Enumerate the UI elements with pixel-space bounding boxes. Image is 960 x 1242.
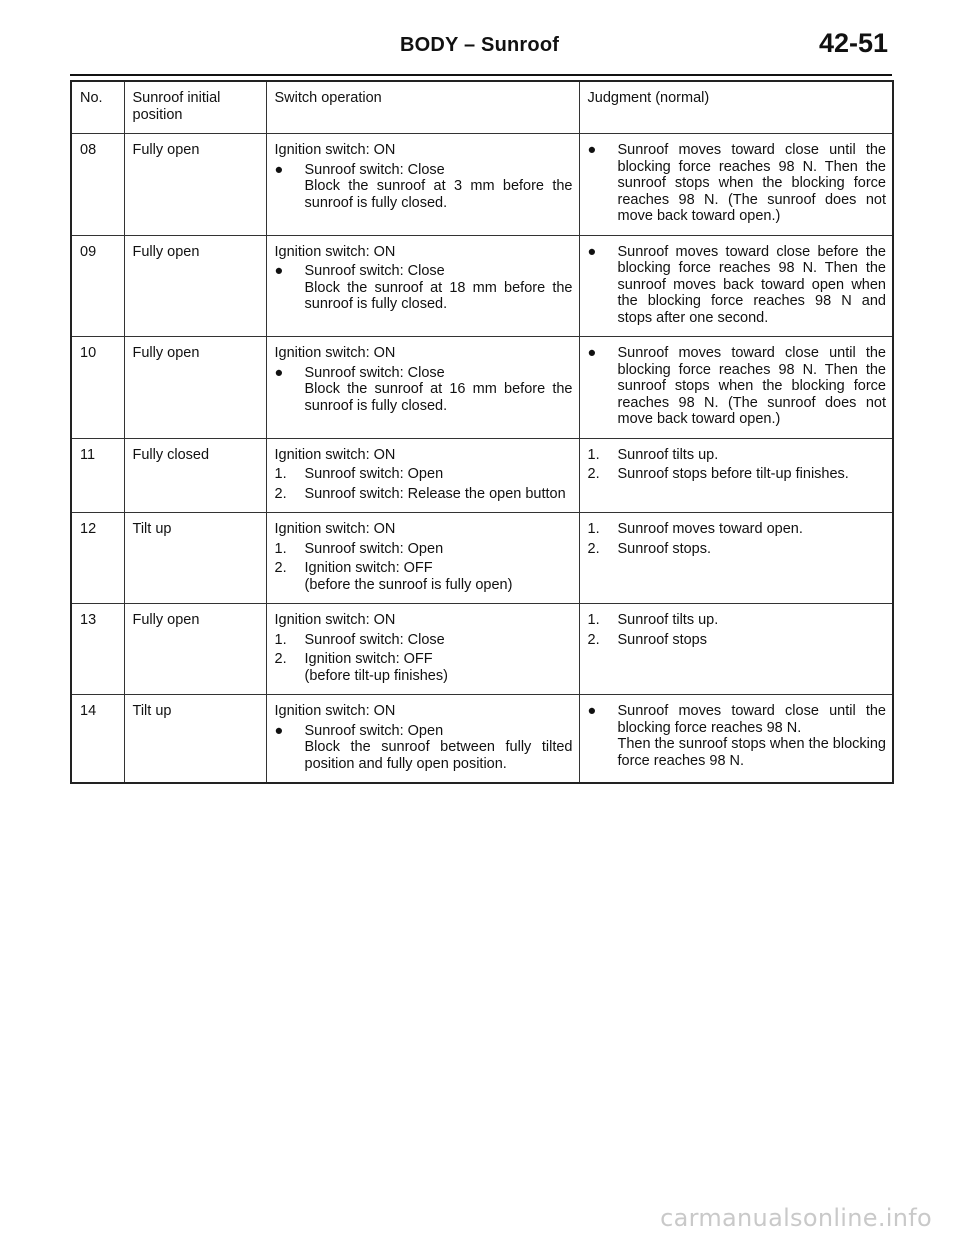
list-text — [618, 142, 887, 225]
list-text — [618, 244, 887, 327]
operation-steps — [275, 162, 573, 212]
list-marker: ● — [274, 263, 284, 279]
list-text-line: Sunroof stops before tilt-up finishes. — [617, 466, 849, 482]
table-row — [71, 438, 893, 513]
table-body — [71, 134, 893, 784]
list-text — [618, 466, 887, 483]
header-initial-position: Sunroof initial position — [124, 81, 266, 134]
list-marker: 1. — [274, 631, 287, 648]
cell-switch-operation — [266, 438, 579, 513]
list-marker: ● — [587, 243, 597, 260]
list-marker: 1. — [587, 446, 600, 463]
list-marker: 2. — [274, 651, 287, 667]
list-text — [305, 541, 573, 558]
cell-judgment — [579, 695, 893, 784]
list-marker: ● — [587, 142, 597, 158]
cell-no: 12 — [71, 513, 124, 604]
table-row — [71, 695, 893, 784]
list-item — [588, 632, 887, 649]
list-text — [618, 632, 887, 649]
list-text — [305, 466, 573, 483]
table-row — [71, 134, 893, 236]
list-text-line: Sunroof moves toward close until the blocking force reaches 98 N. Then the sunroof stops when the blocking force reaches 98 N. (The sunroof does not move back toward open.) — [617, 345, 886, 427]
cell-judgment — [579, 438, 893, 513]
list-text-line: (before tilt-up finishes) — [304, 667, 448, 684]
operation-steps — [275, 541, 573, 594]
operation-steps — [275, 365, 573, 415]
operation-steps — [275, 263, 573, 313]
table-row — [71, 604, 893, 695]
list-text-line: Sunroof moves toward close before the blocking force reaches 98 N. Then the sunroof moves back toward open when the blocking force reaches 98 N and stops after one second. — [617, 243, 886, 326]
header-switch-operation: Switch operation — [266, 81, 579, 134]
list-item — [275, 541, 573, 558]
list-marker: ● — [274, 722, 284, 739]
cell-initial-position: Fully open — [124, 604, 266, 695]
list-text — [618, 345, 887, 428]
list-item — [275, 723, 573, 773]
list-marker: 1. — [274, 540, 287, 557]
list-text-line: Block the sunroof at 18 mm before the sunroof is fully closed. — [304, 279, 573, 312]
list-item — [275, 263, 573, 313]
cell-judgment — [579, 134, 893, 236]
list-item — [275, 632, 573, 649]
cell-judgment — [579, 604, 893, 695]
list-text-line: Then the sunroof stops when the blocking force reaches 98 N. — [617, 736, 886, 769]
list-text — [305, 651, 573, 684]
list-text-line: Ignition switch: OFF — [304, 560, 433, 576]
list-marker: 2. — [274, 485, 287, 502]
list-marker: 2. — [274, 560, 287, 576]
list-item — [588, 142, 887, 225]
operation-heading: Ignition switch: ON — [274, 345, 396, 361]
watermark: carmanualsonline.info — [660, 1204, 932, 1232]
list-text-line: Sunroof tilts up. — [617, 446, 719, 463]
list-text — [305, 723, 573, 773]
cell-switch-operation — [266, 134, 579, 236]
cell-no: 11 — [71, 438, 124, 513]
list-text-line: Ignition switch: OFF — [304, 651, 433, 667]
operation-heading: Ignition switch: ON — [274, 446, 396, 463]
list-marker: 2. — [587, 466, 600, 482]
list-item — [275, 365, 573, 415]
list-item — [588, 612, 887, 629]
cell-switch-operation — [266, 513, 579, 604]
operation-heading: Ignition switch: ON — [274, 612, 396, 628]
header-rule — [70, 74, 892, 76]
sunroof-check-table — [70, 80, 894, 784]
list-text-line: Sunroof stops. — [617, 540, 711, 557]
list-text-line: (before the sunroof is fully open) — [304, 576, 513, 593]
list-text-line: Sunroof moves toward close until the blocking force reaches 98 N. — [617, 703, 886, 736]
page-header — [70, 28, 892, 76]
operation-heading: Ignition switch: ON — [274, 142, 396, 158]
list-item — [588, 466, 887, 483]
list-text-line: Sunroof switch: Open — [304, 540, 444, 557]
list-item — [588, 521, 887, 538]
list-text-line: Sunroof switch: Open — [304, 722, 444, 739]
cell-no: 14 — [71, 695, 124, 784]
page-number: 42-51 — [818, 28, 888, 58]
list-text — [618, 703, 887, 769]
header-judgment: Judgment (normal) — [579, 81, 893, 134]
list-text — [305, 365, 573, 415]
cell-judgment — [579, 513, 893, 604]
list-marker: 2. — [587, 540, 600, 557]
cell-initial-position: Tilt up — [124, 513, 266, 604]
list-text — [618, 541, 887, 558]
list-text — [618, 447, 887, 464]
table-row — [71, 337, 893, 439]
list-text-line: Sunroof switch: Close — [304, 161, 445, 178]
list-text — [305, 560, 573, 593]
operation-steps — [275, 632, 573, 685]
list-text-line: Sunroof tilts up. — [617, 612, 719, 628]
cell-switch-operation — [266, 337, 579, 439]
list-item — [275, 486, 573, 503]
header-no: No. — [71, 81, 124, 134]
list-text-line: Sunroof switch: Close — [304, 631, 445, 648]
table-row — [71, 513, 893, 604]
list-text — [618, 612, 887, 629]
cell-switch-operation — [266, 235, 579, 337]
list-text-line: Sunroof switch: Open — [304, 466, 444, 482]
list-text-line: Block the sunroof at 3 mm before the sunroof is fully closed. — [304, 178, 573, 211]
list-text-line: Sunroof moves toward close until the blocking force reaches 98 N. Then the sunroof stops when the blocking force reaches 98 N. (The sunroof does not move back toward open.) — [617, 142, 886, 224]
list-text — [305, 263, 573, 313]
list-item — [588, 703, 887, 769]
table-header-row — [71, 81, 893, 134]
operation-steps — [275, 466, 573, 502]
list-text-line: Sunroof moves toward open. — [617, 521, 803, 537]
list-marker: 2. — [587, 631, 600, 648]
cell-initial-position: Fully open — [124, 235, 266, 337]
cell-initial-position: Tilt up — [124, 695, 266, 784]
cell-initial-position: Fully open — [124, 337, 266, 439]
cell-initial-position: Fully closed — [124, 438, 266, 513]
list-marker: ● — [587, 345, 597, 361]
list-marker: ● — [274, 364, 284, 381]
list-text — [305, 162, 573, 212]
list-item — [275, 651, 573, 684]
cell-switch-operation — [266, 604, 579, 695]
list-marker: ● — [274, 161, 284, 178]
operation-heading: Ignition switch: ON — [274, 521, 396, 537]
cell-no: 09 — [71, 235, 124, 337]
list-text-line: Sunroof stops — [617, 631, 707, 648]
list-marker: 1. — [274, 466, 287, 482]
list-text — [305, 486, 573, 503]
list-text — [618, 521, 887, 538]
table-row — [71, 235, 893, 337]
section-title: BODY – Sunroof — [400, 34, 560, 56]
list-item — [275, 162, 573, 212]
operation-steps — [275, 723, 573, 773]
cell-switch-operation — [266, 695, 579, 784]
list-text-line: Sunroof switch: Close — [304, 263, 445, 279]
list-item — [275, 466, 573, 483]
list-item — [588, 345, 887, 428]
cell-no: 13 — [71, 604, 124, 695]
list-text-line: Sunroof switch: Close — [304, 364, 445, 381]
list-marker: ● — [587, 703, 597, 719]
list-marker: 1. — [587, 612, 600, 628]
cell-no: 08 — [71, 134, 124, 236]
cell-judgment — [579, 337, 893, 439]
list-item — [588, 244, 887, 327]
list-text — [305, 632, 573, 649]
operation-heading: Ignition switch: ON — [274, 243, 396, 260]
operation-heading: Ignition switch: ON — [274, 703, 396, 719]
cell-no: 10 — [71, 337, 124, 439]
cell-initial-position: Fully open — [124, 134, 266, 236]
list-item — [588, 447, 887, 464]
cell-judgment — [579, 235, 893, 337]
list-text-line: Block the sunroof between fully tilted position and fully open position. — [304, 739, 573, 772]
list-item — [588, 541, 887, 558]
list-marker: 1. — [587, 521, 600, 537]
list-text-line: Sunroof switch: Release the open button — [304, 485, 566, 502]
list-text-line: Block the sunroof at 16 mm before the sunroof is fully closed. — [304, 381, 573, 414]
list-item — [275, 560, 573, 593]
